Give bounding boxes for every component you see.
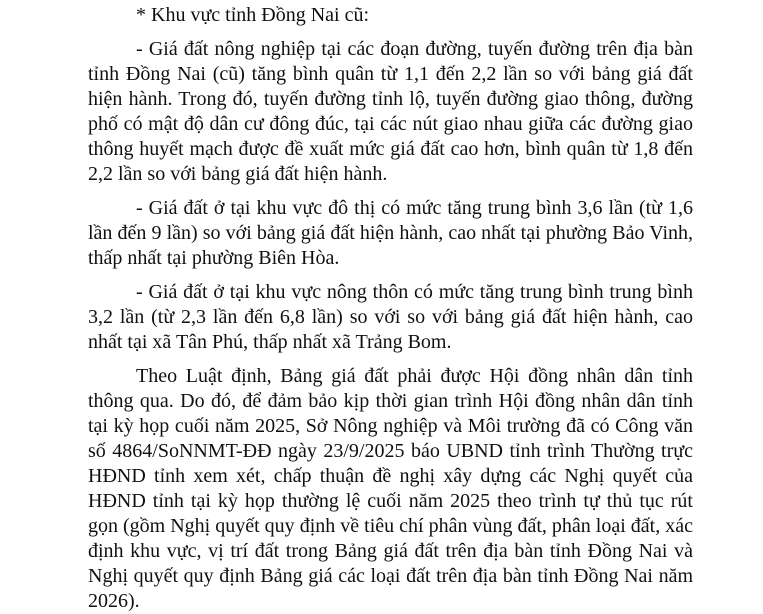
section-heading: * Khu vực tỉnh Đồng Nai cũ:: [136, 4, 370, 26]
paragraph-agricultural-land-prices: - Giá đất nông nghiệp tại các đoạn đường, tuyến đường trên địa bàn tỉnh Đồng Nai (cũ) tăng bình quân từ 1,1 đến 2,2 lần so với bảng giá đất hiện hành. Trong đó, tuyến đường tỉnh lộ, tuyến đường giao thông, đường phố có mật độ dân cư đông đúc, tại các nút giao nhau giữa các đường giao thông huyết mạch được đề xuất mức giá đất cao hơn, bình quân từ 1,8 đến 2,2 lần so với bảng giá đất hiện hành.: [88, 38, 693, 185]
paragraph-legal-procedure: Theo Luật định, Bảng giá đất phải được Hội đồng nhân dân tỉnh thông qua. Do đó, để đảm bảo kịp thời gian trình Hội đồng nhân dân tỉnh tại kỳ họp cuối năm 2025, Sở Nông nghiệp và Môi trường đã có Công văn số 4864/SoNNMT-ĐĐ ngày 23/9/2025 báo UBND tỉnh trình Thường trực HĐND tỉnh xem xét, chấp thuận đề nghị xây dựng các Nghị quyết của HĐND tỉnh tại kỳ họp thường lệ cuối năm 2025 theo trình tự thủ tục rút gọn (gồm Nghị quyết quy định về tiêu chí phân vùng đất, phân loại đất, xác định khu vực, vị trí đất trong Bảng giá đất trên địa bàn tỉnh Đồng Nai và Nghị quyết quy định Bảng giá các loại đất trên địa bàn tỉnh Đồng Nai năm 2026).: [88, 365, 693, 612]
paragraph-rural-land-prices: - Giá đất ở tại khu vực nông thôn có mức tăng trung bình trung bình 3,2 lần (từ 2,3 lần đến 6,8 lần) so với so với bảng giá đất hiện hành, cao nhất tại xã Tân Phú, thấp nhất xã Trảng Bom.: [88, 281, 693, 353]
paragraph-urban-land-prices: - Giá đất ở tại khu vực đô thị có mức tăng trung bình 3,6 lần (từ 1,6 lần đến 9 lần) so với bảng giá đất hiện hành, cao nhất tại phường Bảo Vinh, thấp nhất tại phường Biên Hòa.: [88, 197, 693, 269]
